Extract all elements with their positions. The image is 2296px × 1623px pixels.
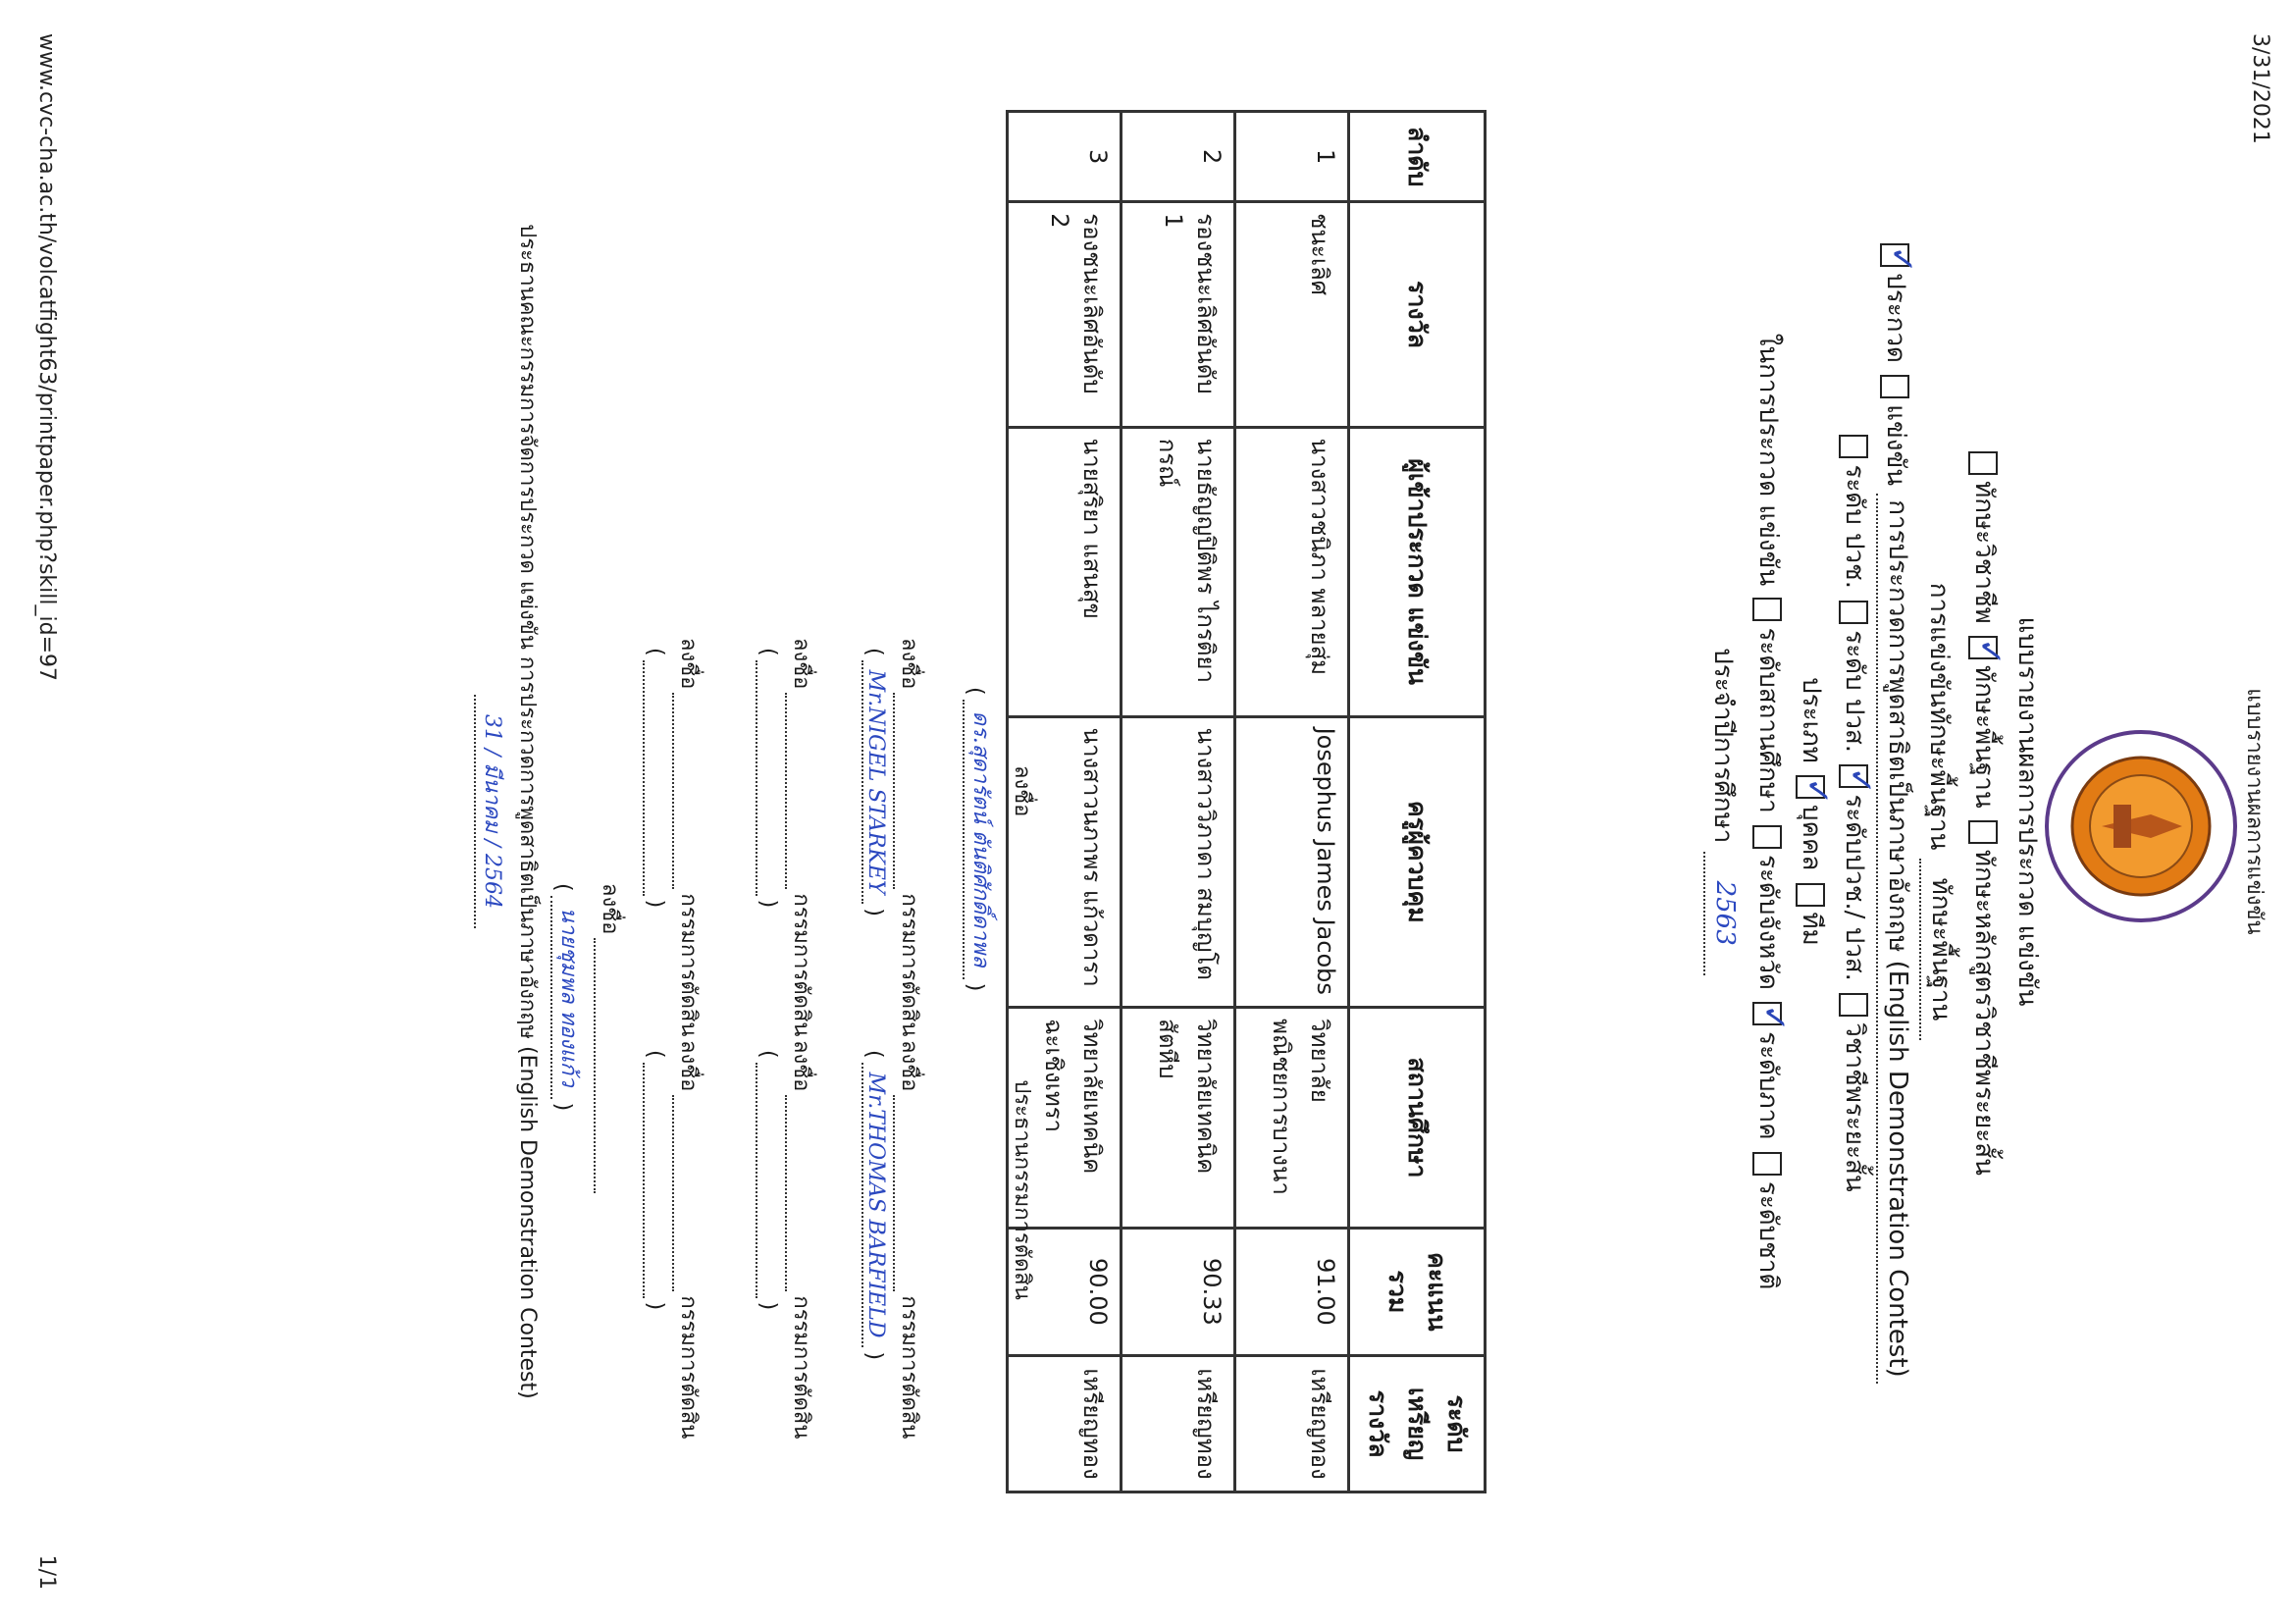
vocational-commission-seal-icon	[2043, 728, 2239, 924]
scope-option-label: ระดับชาติ	[1753, 1180, 1783, 1290]
skill-option-label: ทักษะหลักสูตรวิชาชีพระยะสั้น	[1969, 849, 1999, 1176]
level-option-label: วิชาชีพระยะสั้น	[1840, 1022, 1869, 1192]
entry-type-line	[1792, 0, 1831, 1623]
footer-date: 31 / มีนาคม / 2564	[474, 695, 510, 928]
scope-option-checkbox-checked[interactable]	[1753, 1002, 1783, 1025]
scope-option-checkbox[interactable]	[1753, 1152, 1783, 1176]
header-teacher: ครูผู้ควบคุม	[1349, 716, 1486, 1008]
header-award: รางวัล	[1349, 202, 1486, 427]
category-line	[1919, 0, 1960, 1623]
judge2-signature-line: ลงชื่อกรรมการตัดสิน	[893, 1040, 927, 1439]
seal-top-text: สำนักงานคณะกรรมการการอาชีวศึกษา	[2040, 808, 2041, 825]
cell-award: รองชนะเลิศอันดับ 2	[1008, 202, 1122, 427]
table-row	[1122, 112, 1235, 1492]
entry-option-checkbox[interactable]	[1797, 883, 1826, 907]
cell-school: วิทยาลัยเทคนิค ฉะเชิงเทรา	[1008, 1008, 1122, 1229]
level-option-label: ระดับ ปวส.	[1840, 630, 1869, 754]
entry-option-checkbox-checked[interactable]	[1797, 775, 1826, 799]
form-heading: แบบรายงานผลการประกวด แข่งขัน	[2012, 616, 2042, 1007]
scope-option-label: ระดับสถานศึกษา	[1753, 627, 1783, 813]
judge4-name-line: ()	[756, 1050, 780, 1311]
cell-school: วิทยาลัย พณิชยการบางนา	[1235, 1008, 1349, 1229]
academic-year-line	[1703, 0, 1745, 1623]
director-signature-line: ลงชื่อ	[594, 883, 628, 1197]
cell-contestant: นายธัญญปิติพร ไกรติยากรณ์	[1122, 427, 1235, 716]
chair-signature-line	[1006, 765, 1040, 1300]
skill-option-checkbox[interactable]	[1969, 820, 1999, 844]
header-score: คะแนน รวม	[1349, 1228, 1486, 1355]
director-name: นายชุมพล ทองแก้ว	[550, 896, 587, 1099]
chair-name-line: (ดร.สุดารัตน์ ตันติศักดิ์ดาพล)	[963, 687, 999, 991]
judge6-signature-line: ลงชื่อกรรมการตัดสิน	[672, 1040, 706, 1439]
judge3-name-line: ()	[756, 648, 780, 909]
director-name-line: (นายชุมพล ทองแก้ว)	[550, 883, 587, 1111]
judge1-signature-line: ลงชื่อกรรมการตัดสิน	[893, 638, 927, 1036]
scope-option-label: ระดับจังหวัด	[1753, 855, 1783, 990]
judge6-name-line: ()	[643, 1050, 667, 1311]
judge-role: กรรมการตัดสิน	[897, 893, 921, 1037]
entry-option-label: บุคคล	[1797, 805, 1826, 871]
category-value: ทักษะพื้นฐาน	[1919, 859, 1960, 1041]
scope-option-label: ระดับภาค	[1753, 1031, 1783, 1140]
skill-options-line	[1964, 0, 2004, 1623]
print-title: แบบรายงานผลการแข่งขัน	[2242, 688, 2267, 935]
print-date: 3/31/2021	[2248, 33, 2272, 144]
cell-score: 90.33	[1122, 1228, 1235, 1355]
type-option-checkbox-checked[interactable]	[1881, 243, 1910, 267]
cell-school: วิทยาลัยเทคนิค สัตหีบ	[1122, 1008, 1235, 1229]
entry-option-label: ทีม	[1797, 912, 1826, 946]
scope-option-checkbox[interactable]	[1753, 598, 1783, 621]
cell-teacher: นางสาวนภาพร แก้วดารา	[1008, 716, 1122, 1008]
level-option-checkbox[interactable]	[1840, 993, 1869, 1017]
category-prefix: การแข่งขันทักษะพื้นฐาน	[1924, 582, 1954, 851]
footer-title: ประธานคณะกรรมการจัดการประกวด แข่งขัน การประกวดการพูดสาธิตเป็นภาษาอังกฤษ (English Demonstration Contest)	[515, 224, 540, 1399]
seal-bottom-text: VOCATIONAL EDUCATION COMMISSION	[2040, 824, 2041, 845]
cell-contestant: นางสาวชนิภา พลายสุ่ม	[1235, 427, 1349, 716]
cell-order: 1	[1235, 112, 1349, 202]
cell-contestant: นายสุริยา แสนสุข	[1008, 427, 1122, 716]
cell-medal: เหรียญทอง	[1008, 1356, 1122, 1492]
judge3-signature-line: ลงชื่อกรรมการตัดสิน	[785, 638, 819, 1036]
table-row	[1235, 112, 1349, 1492]
results-table	[1006, 110, 1487, 1493]
chair-name: ดร.สุดารัตน์ ตันติศักดิ์ดาพล	[963, 700, 999, 979]
skill-option-label: ทักษะวิชาชีพ	[1969, 481, 1999, 624]
judge4-signature-line: ลงชื่อกรรมการตัดสิน	[785, 1040, 819, 1439]
sign-prefix: ลงชื่อ	[1010, 765, 1034, 817]
judge1-name: Mr.NIGEL STARKEY	[861, 660, 888, 905]
cell-award: รองชนะเลิศอันดับ 1	[1122, 202, 1235, 427]
header-school: สถานศึกษา	[1349, 1008, 1486, 1229]
chair-role: ประธานกรรมการตัดสิน	[1010, 1079, 1034, 1300]
skill-option-checkbox-checked[interactable]	[1969, 636, 1999, 659]
skill-option-label: ทักษะพื้นฐาน	[1969, 665, 1999, 809]
cell-medal: เหรียญทอง	[1235, 1356, 1349, 1492]
academic-year-value: 2563	[1703, 852, 1745, 975]
print-url: www.cvc-cha.ac.th/volcatfight63/printpaper.php?skill_id=97	[34, 33, 59, 682]
cell-order: 2	[1122, 112, 1235, 202]
print-page-number: 1/1	[34, 1554, 59, 1590]
level-option-checkbox-checked[interactable]	[1840, 764, 1869, 788]
skill-option-checkbox[interactable]	[1969, 451, 1999, 475]
cell-teacher: นางสาววิภาดา สมบุญโต	[1122, 716, 1235, 1008]
contest-line	[1876, 0, 1917, 1623]
level-option-label: ระดับ ปวช.	[1840, 464, 1869, 589]
cell-order: 3	[1008, 112, 1122, 202]
type-option-label: ประกวด	[1881, 273, 1910, 363]
cell-score: 90.00	[1008, 1228, 1122, 1355]
header-order: ลำดับ	[1349, 112, 1486, 202]
cell-teacher: Josephus James Jacobs	[1235, 716, 1349, 1008]
type-option-label: แข่งขัน	[1881, 404, 1910, 486]
table-header-row	[1349, 112, 1486, 1492]
header-medal: ระดับ เหรียญ รางวัล	[1349, 1356, 1486, 1492]
academic-year-label: ประจำปีการศึกษา	[1708, 648, 1738, 844]
judge2-name: Mr.THOMAS BARFIELD	[861, 1063, 888, 1348]
cell-medal: เหรียญทอง	[1122, 1356, 1235, 1492]
level-option-label: ระดับปวช./ ปวส.	[1840, 794, 1869, 981]
cell-score: 91.00	[1235, 1228, 1349, 1355]
cell-award: ชนะเลิศ	[1235, 202, 1349, 427]
contest-name: การประกวดการพูดสาธิตเป็นภาษาอังกฤษ (English Demonstration Contest)	[1876, 494, 1917, 1383]
scope-prefix: ในการประกวด แข่งขัน	[1753, 333, 1783, 587]
judge5-signature-line: ลงชื่อกรรมการตัดสิน	[672, 638, 706, 1036]
level-options-line	[1835, 0, 1874, 1623]
judge5-name-line: ()	[643, 648, 667, 909]
entry-type-label: ประเภท	[1797, 677, 1826, 763]
footer-date-line	[474, 0, 510, 1623]
scope-line	[1748, 0, 1788, 1623]
type-option-checkbox[interactable]	[1881, 375, 1910, 398]
level-option-checkbox[interactable]	[1840, 601, 1869, 624]
judge2-name-line: (Mr.THOMAS BARFIELD)	[861, 1050, 888, 1361]
header-contestant: ผู้เข้าประกวด แข่งขัน	[1349, 427, 1486, 716]
judge1-name-line: (Mr.NIGEL STARKEY)	[861, 648, 888, 916]
level-option-checkbox[interactable]	[1840, 435, 1869, 458]
scope-option-checkbox[interactable]	[1753, 825, 1783, 849]
